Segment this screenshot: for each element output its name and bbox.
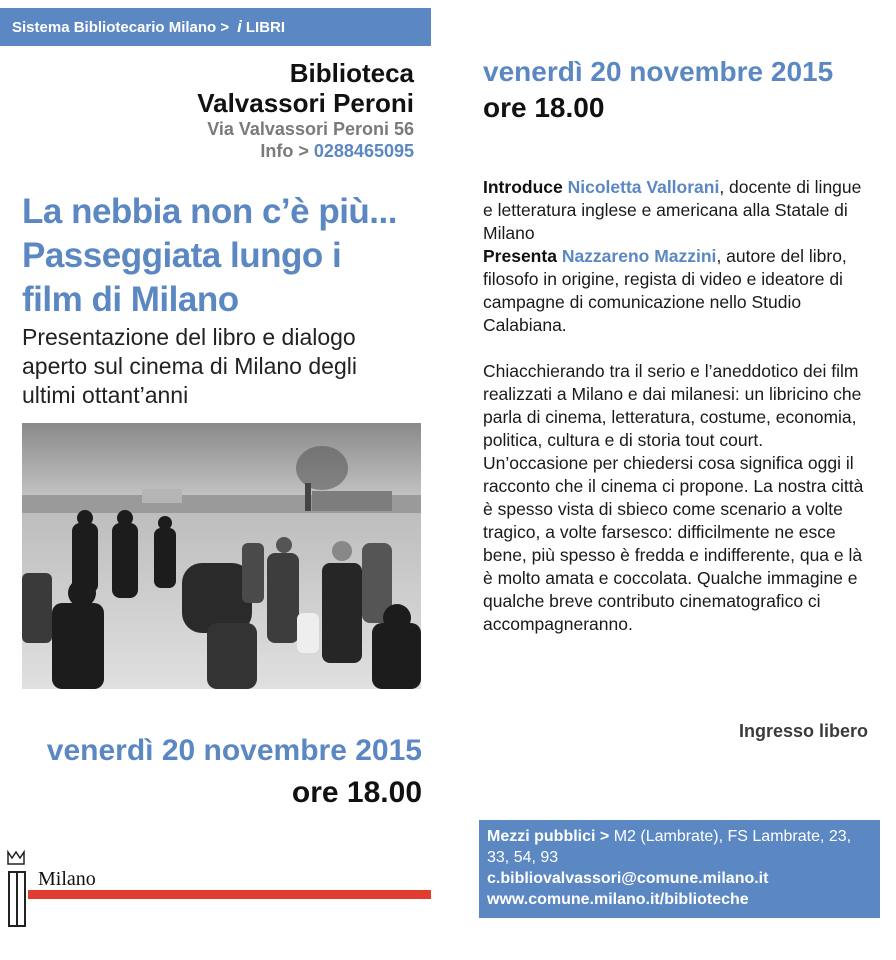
event-title-line2: Passeggiata lungo i [22,236,342,275]
system-label: Sistema Bibliotecario Milano > [12,18,230,36]
library-name-line2: Valvassori Peroni [197,88,414,118]
contacts-box [479,820,880,918]
event-title-line3: film di Milano [22,280,239,319]
transport-line [487,826,872,868]
presenta-name: Nazzareno Mazzini [561,246,717,266]
event-title [22,190,422,322]
introduce-text: , docente di lingue e letteratura inglese e americana alla Statale di Milano [483,177,862,243]
introduce-paragraph [483,176,873,245]
i-letter: i [237,17,242,36]
milano-logo-text: Milano [38,868,96,890]
red-divider [28,890,431,899]
libri-label: LIBRI [245,18,286,36]
presenta-text: , autore del libro, filosofo in origine, regista di video e ideatore di campagne di comunicazione nello Studio Calabiana. [483,246,847,335]
presenta-paragraph [483,245,873,337]
event-description [483,176,873,636]
library-block [197,58,414,162]
presenta-label: Presenta [483,246,557,266]
description-body: Chiacchierando tra il serio e l’aneddotico dei film realizzati a Milano e dai milanesi: un libricino che parla di cinema, letteratura, costume, economia, politica, cultura e di storia tout court. Un’occasione per chiedersi cosa significa oggi il racconto che il cinema ci propone. La nostra città è spesso vista di sbieco come scenario a volte tragico, a volte farsesco: difficilmente ne esce bene, più spesso è fredda e indifferente, qua e là è molto amata e coccolata. Qualche immagine e qualche breve contributo cinematografico ci accompagneranno. [483,361,864,634]
event-subtitle-line3: ultimi ottant’anni [22,382,189,408]
website-link[interactable]: www.comune.milano.it/biblioteche [487,891,749,908]
event-date-right: venerdì 20 novembre 2015 [483,56,834,87]
library-info [197,140,414,162]
introduce-name: Nicoletta Vallorani [567,177,720,197]
milano-emblem-icon [6,850,28,930]
library-name-line1: Biblioteca [289,58,414,88]
film-still-photo [22,423,421,689]
event-subtitle-line1: Presentazione del libro e dialogo [22,324,356,350]
header-bar [0,8,431,46]
transport-label: Mezzi pubblici > [487,828,610,845]
event-subtitle [22,323,422,410]
event-time-right: ore 18.00 [483,92,605,123]
ingresso-libero: Ingresso libero [738,721,868,741]
info-label: Info > [260,141,309,161]
event-subtitle-line2: aperto sul cinema di Milano degli [22,353,357,379]
phone-number: 0288465095 [313,141,414,161]
event-date-left: venerdì 20 novembre 2015 [46,734,422,767]
email-link[interactable]: c.bibliovalvassori@comune.milano.it [487,870,769,887]
library-address: Via Valvassori Peroni 56 [207,119,414,139]
event-time-left: ore 18.00 [291,776,422,809]
transport-text: M2 (Lambrate), FS Lambrate, 23, 33, 54, 93 [487,828,852,866]
event-title-line1: La nebbia non c’è più... [22,192,397,231]
introduce-label: Introduce [483,177,563,197]
